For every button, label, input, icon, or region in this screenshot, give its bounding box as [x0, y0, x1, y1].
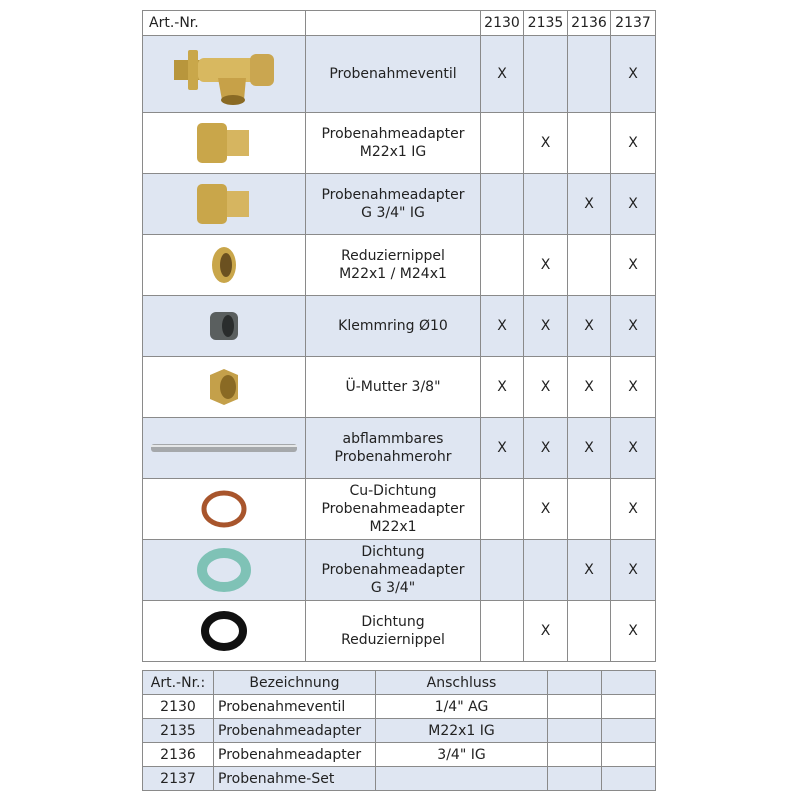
part-image: [143, 36, 306, 113]
article-table: [142, 670, 656, 791]
cell: 2135: [143, 719, 214, 743]
part-name: [306, 235, 481, 296]
table-row: [143, 743, 656, 767]
availability-mark: [524, 540, 568, 601]
cell: [548, 743, 602, 767]
table-row: [143, 36, 656, 113]
table-row: [143, 113, 656, 174]
part-name: [306, 357, 481, 418]
cell: 2137: [143, 767, 214, 791]
part-name-line: Cu-Dichtung: [349, 483, 437, 499]
col-header: 2135: [524, 11, 568, 36]
header-row: [143, 11, 656, 36]
cell: [548, 695, 602, 719]
table-row: [143, 235, 656, 296]
part-name-line: G 3/4" IG: [361, 205, 425, 221]
part-image: [143, 418, 306, 479]
part-name-line: Probenahmerohr: [334, 449, 452, 465]
cell: Probenahme-Set: [214, 767, 376, 791]
header-row: [143, 671, 656, 695]
parts-matrix-table: [142, 10, 656, 662]
part-name: [306, 174, 481, 235]
sampling-pipe-icon: [143, 441, 305, 455]
part-name-line: Probenahmeadapter: [321, 126, 465, 142]
part-image: [143, 235, 306, 296]
availability-mark: X: [524, 235, 568, 296]
availability-mark: X: [611, 601, 656, 662]
cell: Probenahmeadapter: [214, 719, 376, 743]
art-nr-header: Art.-Nr.: [143, 11, 306, 36]
part-name-line: Dichtung: [361, 544, 425, 560]
availability-mark: X: [481, 296, 524, 357]
part-name: [306, 601, 481, 662]
availability-mark: X: [611, 113, 656, 174]
cell: 2136: [143, 743, 214, 767]
availability-mark: X: [524, 479, 568, 540]
cell: [602, 743, 656, 767]
availability-mark: [568, 235, 611, 296]
cell: M22x1 IG: [376, 719, 548, 743]
availability-mark: [568, 601, 611, 662]
part-name-line: G 3/4": [370, 580, 416, 596]
cell: 3/4" IG: [376, 743, 548, 767]
availability-mark: X: [611, 357, 656, 418]
cell: Art.-Nr.:: [143, 671, 214, 695]
availability-mark: X: [611, 479, 656, 540]
part-name-line: M22x1: [369, 519, 417, 535]
availability-mark: [481, 174, 524, 235]
availability-mark: X: [568, 357, 611, 418]
table-row: [143, 719, 656, 743]
union-nut-icon: [143, 365, 305, 409]
cell: [602, 671, 656, 695]
col-header: 2137: [611, 11, 656, 36]
availability-mark: X: [524, 357, 568, 418]
table-row: [143, 767, 656, 791]
cell: 2130: [143, 695, 214, 719]
availability-mark: X: [481, 418, 524, 479]
availability-mark: X: [611, 174, 656, 235]
part-name-line: Dichtung: [361, 614, 425, 630]
part-name-line: Probenahmeadapter: [321, 187, 465, 203]
availability-mark: [568, 113, 611, 174]
availability-mark: [481, 540, 524, 601]
part-name-line: abflammbares: [342, 431, 444, 447]
availability-mark: [481, 235, 524, 296]
availability-mark: [524, 174, 568, 235]
part-image: [143, 540, 306, 601]
availability-mark: X: [568, 174, 611, 235]
cell: [548, 767, 602, 791]
part-image: [143, 113, 306, 174]
cell: [602, 695, 656, 719]
part-image: [143, 479, 306, 540]
availability-mark: X: [524, 601, 568, 662]
part-name-line: Ü-Mutter 3/8": [345, 379, 441, 395]
cell: [602, 767, 656, 791]
part-name-line: Reduziernippel: [341, 632, 445, 648]
availability-mark: X: [611, 296, 656, 357]
table-row: [143, 296, 656, 357]
adapter-g34-icon: [143, 179, 305, 229]
cell: Bezeichnung: [214, 671, 376, 695]
table-row: [143, 418, 656, 479]
cell: [602, 719, 656, 743]
clamp-ring-icon: [143, 306, 305, 346]
green-seal-icon: [143, 548, 305, 592]
availability-mark: [524, 36, 568, 113]
availability-mark: X: [524, 296, 568, 357]
cell: Probenahmeventil: [214, 695, 376, 719]
cell: Anschluss: [376, 671, 548, 695]
availability-mark: X: [568, 296, 611, 357]
copper-seal-icon: [143, 489, 305, 529]
part-name: [306, 479, 481, 540]
availability-mark: X: [568, 540, 611, 601]
availability-mark: [481, 113, 524, 174]
part-name: [306, 540, 481, 601]
cell: [548, 719, 602, 743]
col-header: 2130: [481, 11, 524, 36]
table-row: [143, 695, 656, 719]
reducing-nipple-icon: [143, 243, 305, 287]
part-name-line: Probenahmeadapter: [321, 501, 465, 517]
part-name: [306, 36, 481, 113]
part-image: [143, 296, 306, 357]
availability-mark: X: [481, 357, 524, 418]
col-header: 2136: [568, 11, 611, 36]
availability-mark: [568, 36, 611, 113]
cell: [548, 671, 602, 695]
availability-mark: X: [524, 113, 568, 174]
sampling-valve-icon: [143, 38, 305, 110]
availability-mark: X: [524, 418, 568, 479]
table-row: [143, 357, 656, 418]
part-name: [306, 296, 481, 357]
table-row: [143, 601, 656, 662]
part-name-line: M22x1 IG: [359, 144, 427, 160]
part-image: [143, 174, 306, 235]
table-row: [143, 540, 656, 601]
part-name-line: Klemmring Ø10: [338, 318, 448, 334]
availability-mark: X: [611, 418, 656, 479]
availability-mark: [481, 601, 524, 662]
table-row: [143, 479, 656, 540]
part-name-line: M22x1 / M24x1: [339, 266, 447, 282]
adapter-m22-icon: [143, 118, 305, 168]
part-name: [306, 113, 481, 174]
availability-mark: X: [611, 540, 656, 601]
part-image: [143, 601, 306, 662]
table-row: [143, 174, 656, 235]
availability-mark: [568, 479, 611, 540]
name-header: [306, 11, 481, 36]
part-name-line: Probenahmeadapter: [321, 562, 465, 578]
cell: [376, 767, 548, 791]
cell: Probenahmeadapter: [214, 743, 376, 767]
part-name-line: Reduziernippel: [341, 248, 445, 264]
part-name: [306, 418, 481, 479]
availability-mark: X: [568, 418, 611, 479]
availability-mark: X: [611, 36, 656, 113]
availability-mark: X: [611, 235, 656, 296]
black-seal-icon: [143, 609, 305, 653]
cell: 1/4" AG: [376, 695, 548, 719]
part-name-line: Probenahmeventil: [329, 66, 457, 82]
part-image: [143, 357, 306, 418]
availability-mark: X: [481, 36, 524, 113]
availability-mark: [481, 479, 524, 540]
